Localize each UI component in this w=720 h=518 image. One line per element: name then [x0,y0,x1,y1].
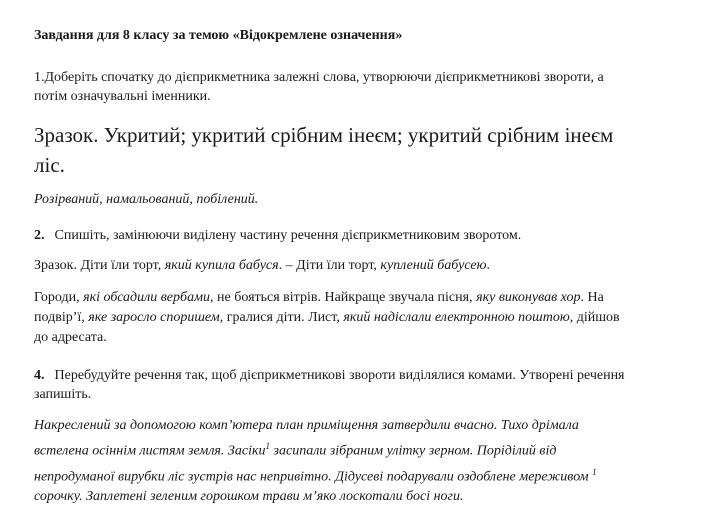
task-4-line-1: Перебудуйте речення так, щоб дієприкметникові звороти виділялися комами. Утворені речення [54,368,625,383]
para2-l3: до адресата. [34,330,107,345]
para4-l1: Накреслений за допомогою комп’ютера план приміщення затвердили вчасно. Тихо дрімала [34,418,579,433]
sample-2 [34,258,692,274]
sample-2-answer: куплений бабусею [380,258,487,273]
para2-l2d: який надіслали електронною поштою [343,310,570,325]
task-1-line-1: 1.Доберіть спочатку до дієприкметника залежні слова, утворюючи дієприкметникові звороти, а [34,70,604,85]
sample-2-part-c: . – Діти їли торт, [278,258,381,273]
sample-1-line-2: ліс. [34,153,65,177]
task-2-number: 2. [34,228,45,243]
para4-l3a: непродуманої вирубки ліс зустрів нас непривітно. Дідусеві подарували оздоблене мереживом [34,469,589,485]
para2-l2a: подвір’ї, [34,310,89,325]
para4-l2a: встелена осіннім листям земля. Засіки [34,443,266,459]
sample-2-highlight: який купила бабуся [164,258,279,273]
sample-2-end: . [486,258,490,273]
task-2-sentences [34,288,692,348]
task-2-text: Спишіть, замінюючи виділену частину речення дієприкметниковим зворотом. [54,228,522,243]
para4-l4: сорочку. Заплетені зеленим горошком трави м’яко лоскотали босі ноги. [34,489,464,505]
sample-1 [34,120,692,180]
task-1-line-2: потім означувальні іменники. [34,89,211,104]
para4-l2b: засипали зібраним улітку зерном. Поріділий від [270,443,557,459]
task-4-number: 4. [34,368,45,383]
para2-l1c: , не бояться вітрів. Найкраще звучала пісня, [210,290,477,305]
sample-1-line-1: Зразок. Укритий; укритий срібним інеєм; укритий срібним інеєм [34,123,614,147]
para2-l2e: , дійшов [569,310,620,325]
document-title: Завдання для 8 класу за темою «Відокремлене означення» [34,28,403,43]
para2-l1a: Городи, [34,290,84,305]
sample-2-part-a: Зразок. Діти їли торт, [34,258,165,273]
footnote-mark-2: 1 [592,466,597,477]
para2-l1b: які обсадили вербами [83,290,211,305]
footnote-mark-1: 1 [265,441,271,451]
task-2-instruction [34,226,692,245]
para2-l1e: . На [580,290,604,305]
task-1-instruction [34,68,692,106]
task-4-sentences [34,416,692,507]
task-4-line-2: запишіть. [34,387,92,402]
para2-l2b: яке заросло споришем [88,310,220,325]
task-4-instruction [34,366,692,404]
participles-list: Розірваний, намальований, побілений. [34,192,259,207]
para2-l2c: , гралися діти. Лист, [219,310,344,325]
para2-l1d: яку виконував хор [476,290,581,305]
